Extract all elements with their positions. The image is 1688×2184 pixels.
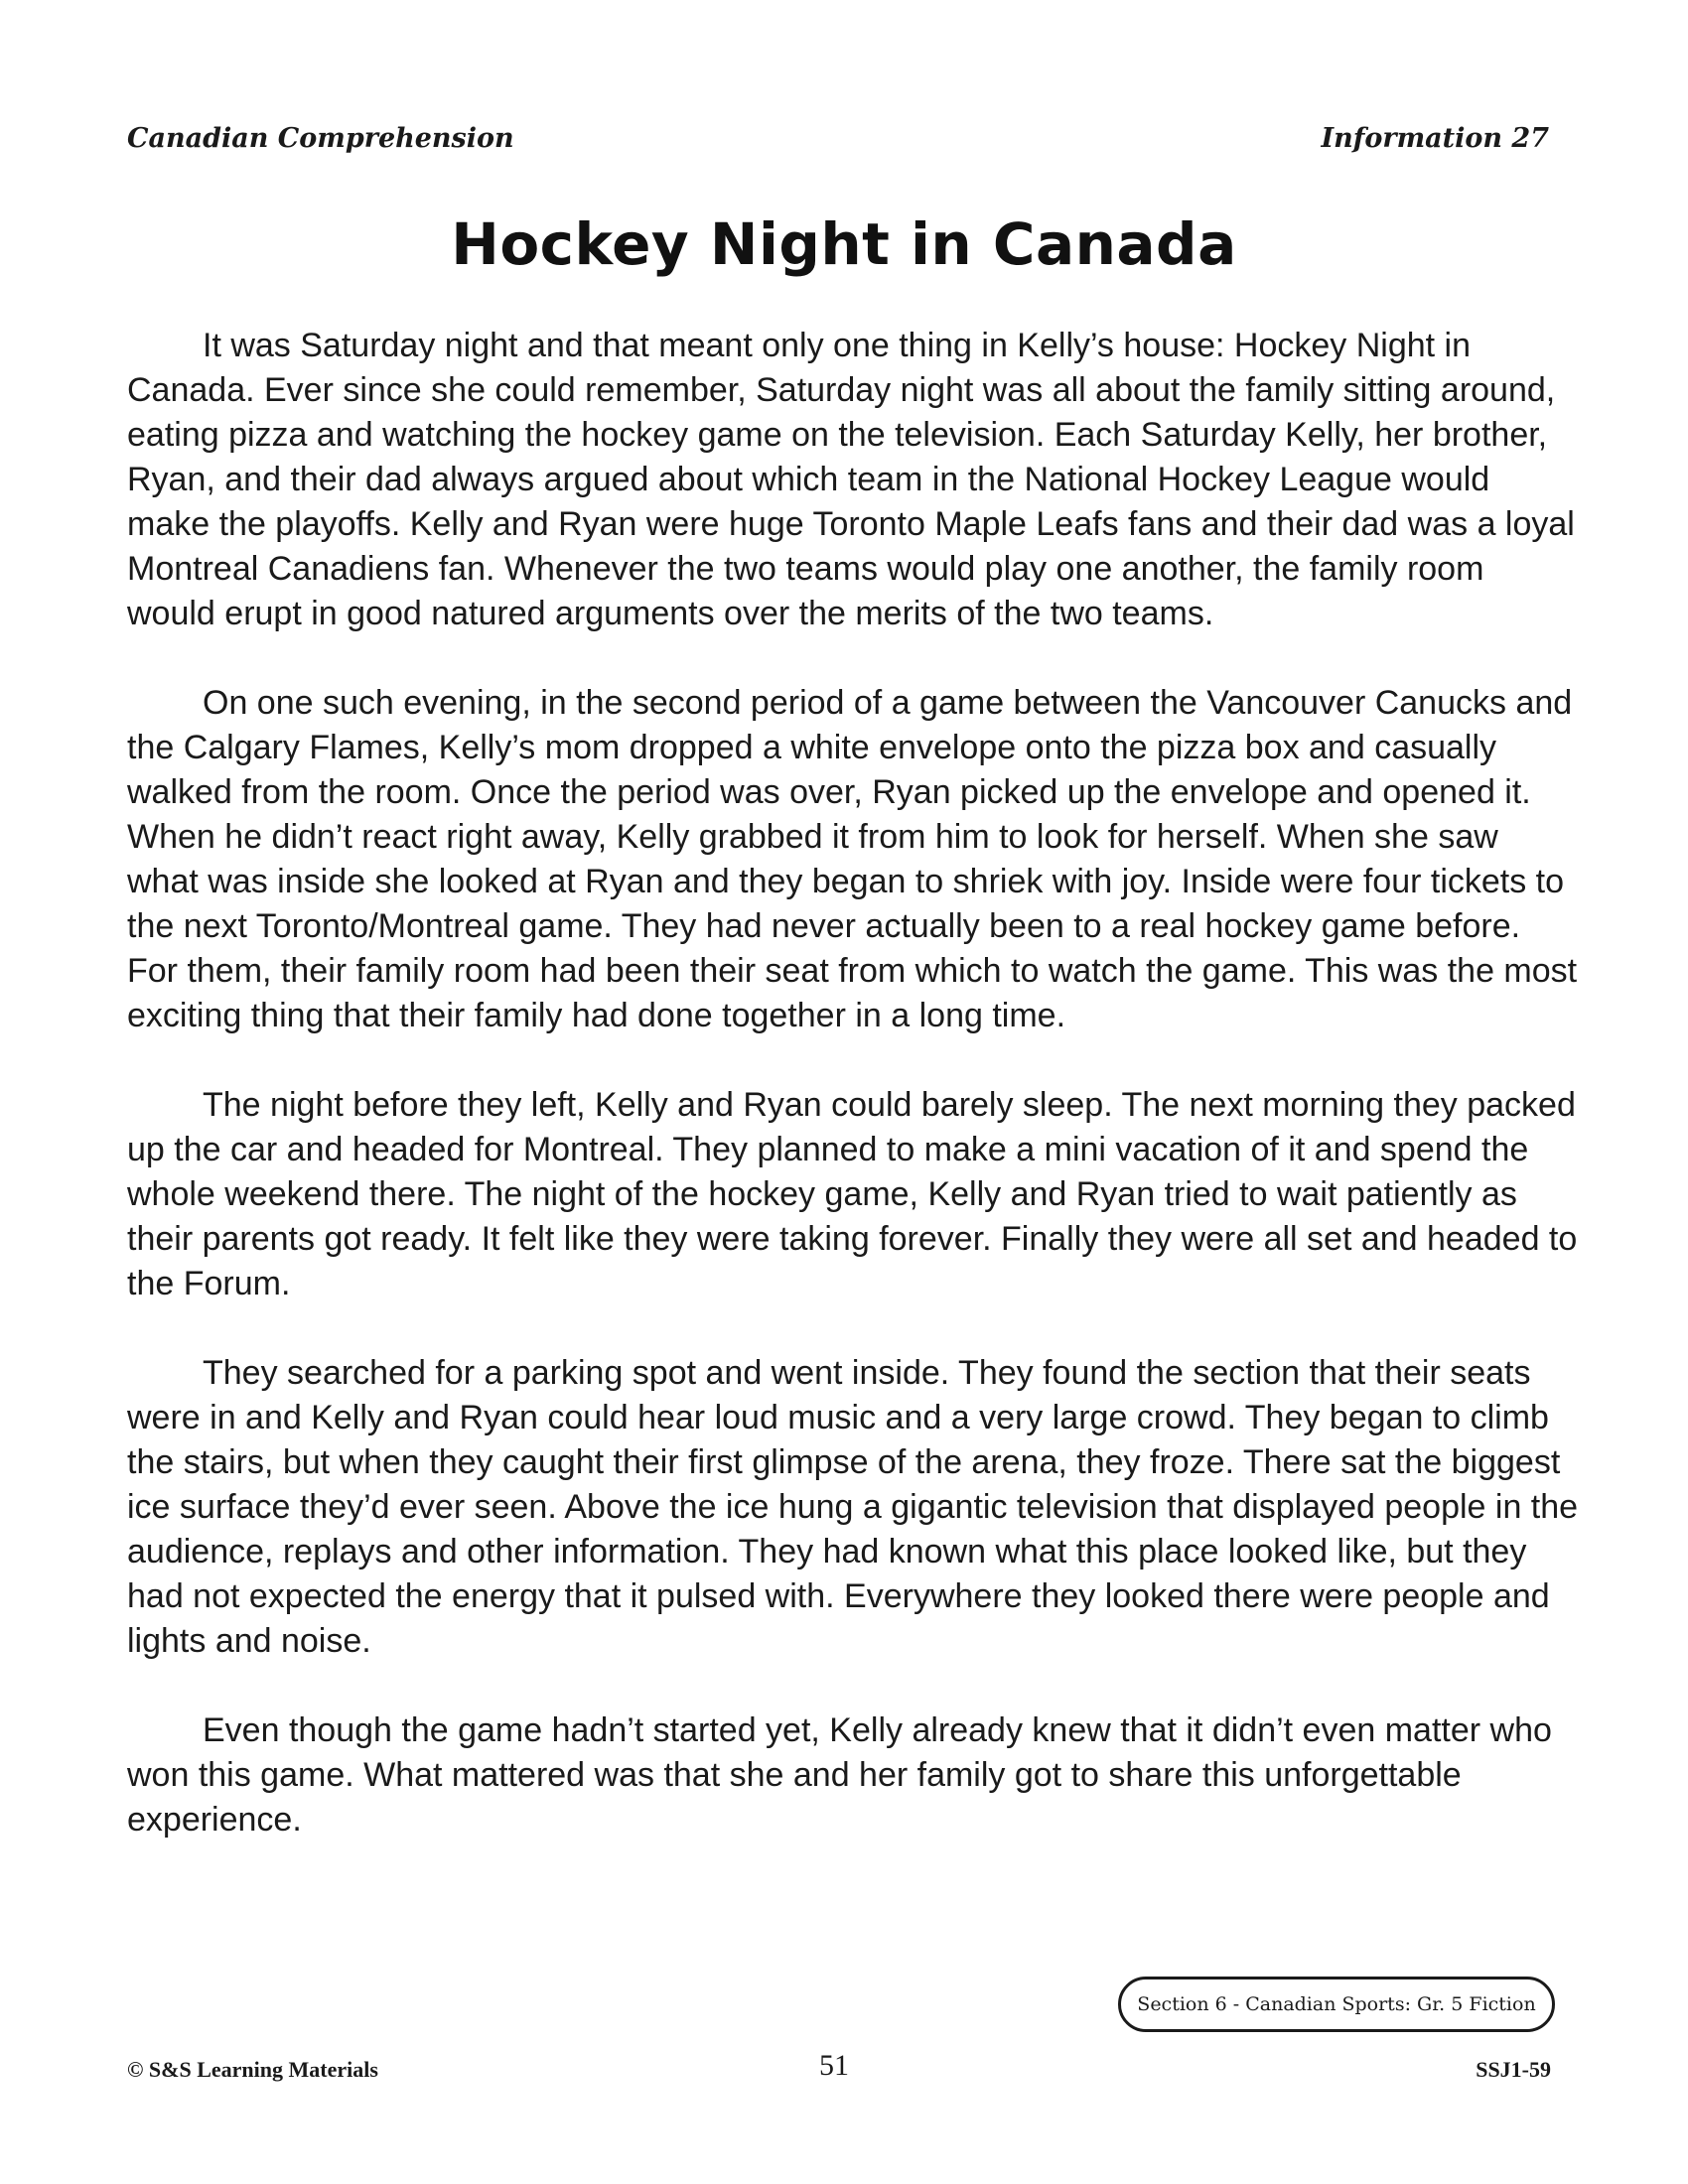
footer-copyright: © S&S Learning Materials — [127, 2057, 378, 2082]
header-book-title: Canadian Comprehension — [127, 123, 514, 154]
page-title: Hockey Night in Canada — [451, 210, 1237, 278]
footer-product-code: SSJ1-59 — [1476, 2057, 1551, 2082]
story-paragraph-4: They searched for a parking spot and went inside. They found the section that their seats were in and Kelly and Ryan could hear loud music and a very large crowd. They began to climb the stairs, but when they caught their first glimpse of the arena, they froze. There sat the biggest ice surface they’d ever seen. Above the ice hung a gigantic television that displayed people in the audience, replays and other information. They had known what this place looked like, but they had not expected the energy that it pulsed with. Everywhere they looked there were people and lights and noise. — [127, 1354, 1579, 1660]
story-paragraph-1: It was Saturday night and that meant only one thing in Kelly’s house: Hockey Night in Canada. Ever since she could remember, Saturday night was all about the family sitting around, eating pizza and watching the hockey game on the television. Each Saturday Kelly, her brother, Ryan, and their dad always argued about which team in the National Hockey League would make the playoffs. Kelly and Ryan were huge Toronto Maple Leafs fans and their dad was a loyal Montreal Canadiens fan. Whenever the two teams would play one another, the family room would erupt in good natured arguments over the merits of the two teams. — [127, 327, 1575, 632]
story-body — [127, 324, 1579, 1843]
story-paragraph-5: Even though the game hadn’t started yet, Kelly already knew that it didn’t even matter who won this game. What mattered was that she and her family got to share this unforgettable experience. — [127, 1711, 1552, 1839]
story-paragraph-3: The night before they left, Kelly and Ryan could barely sleep. The next morning they packed up the car and headed for Montreal. They planned to make a mini vacation of it and spend the whole weekend there. The night of the hockey game, Kelly and Ryan tried to wait patiently as their parents got ready. It felt like they were taking forever. Finally they were all set and headed to the Forum. — [127, 1086, 1578, 1302]
header-section-label: Information 27 — [1321, 123, 1549, 154]
section-tag — [1118, 1977, 1555, 2032]
section-tag-label: Section 6 - Canadian Sports: Gr. 5 Fiction — [1137, 1993, 1536, 2015]
story-paragraph-2: On one such evening, in the second period of a game between the Vancouver Canucks and the Calgary Flames, Kelly’s mom dropped a white envelope onto the pizza box and casually walked from the room. Once the period was over, Ryan picked up the envelope and opened it. When he didn’t react right away, Kelly grabbed it from him to look for herself. When she saw what was inside she looked at Ryan and they began to shriek with joy. Inside were four tickets to the next Toronto/Montreal game. They had never actually been to a real hockey game before. For them, their family room had been their seat from which to watch the game. This was the most exciting thing that their family had done together in a long time. — [127, 684, 1578, 1034]
page-number: 51 — [819, 2049, 849, 2082]
